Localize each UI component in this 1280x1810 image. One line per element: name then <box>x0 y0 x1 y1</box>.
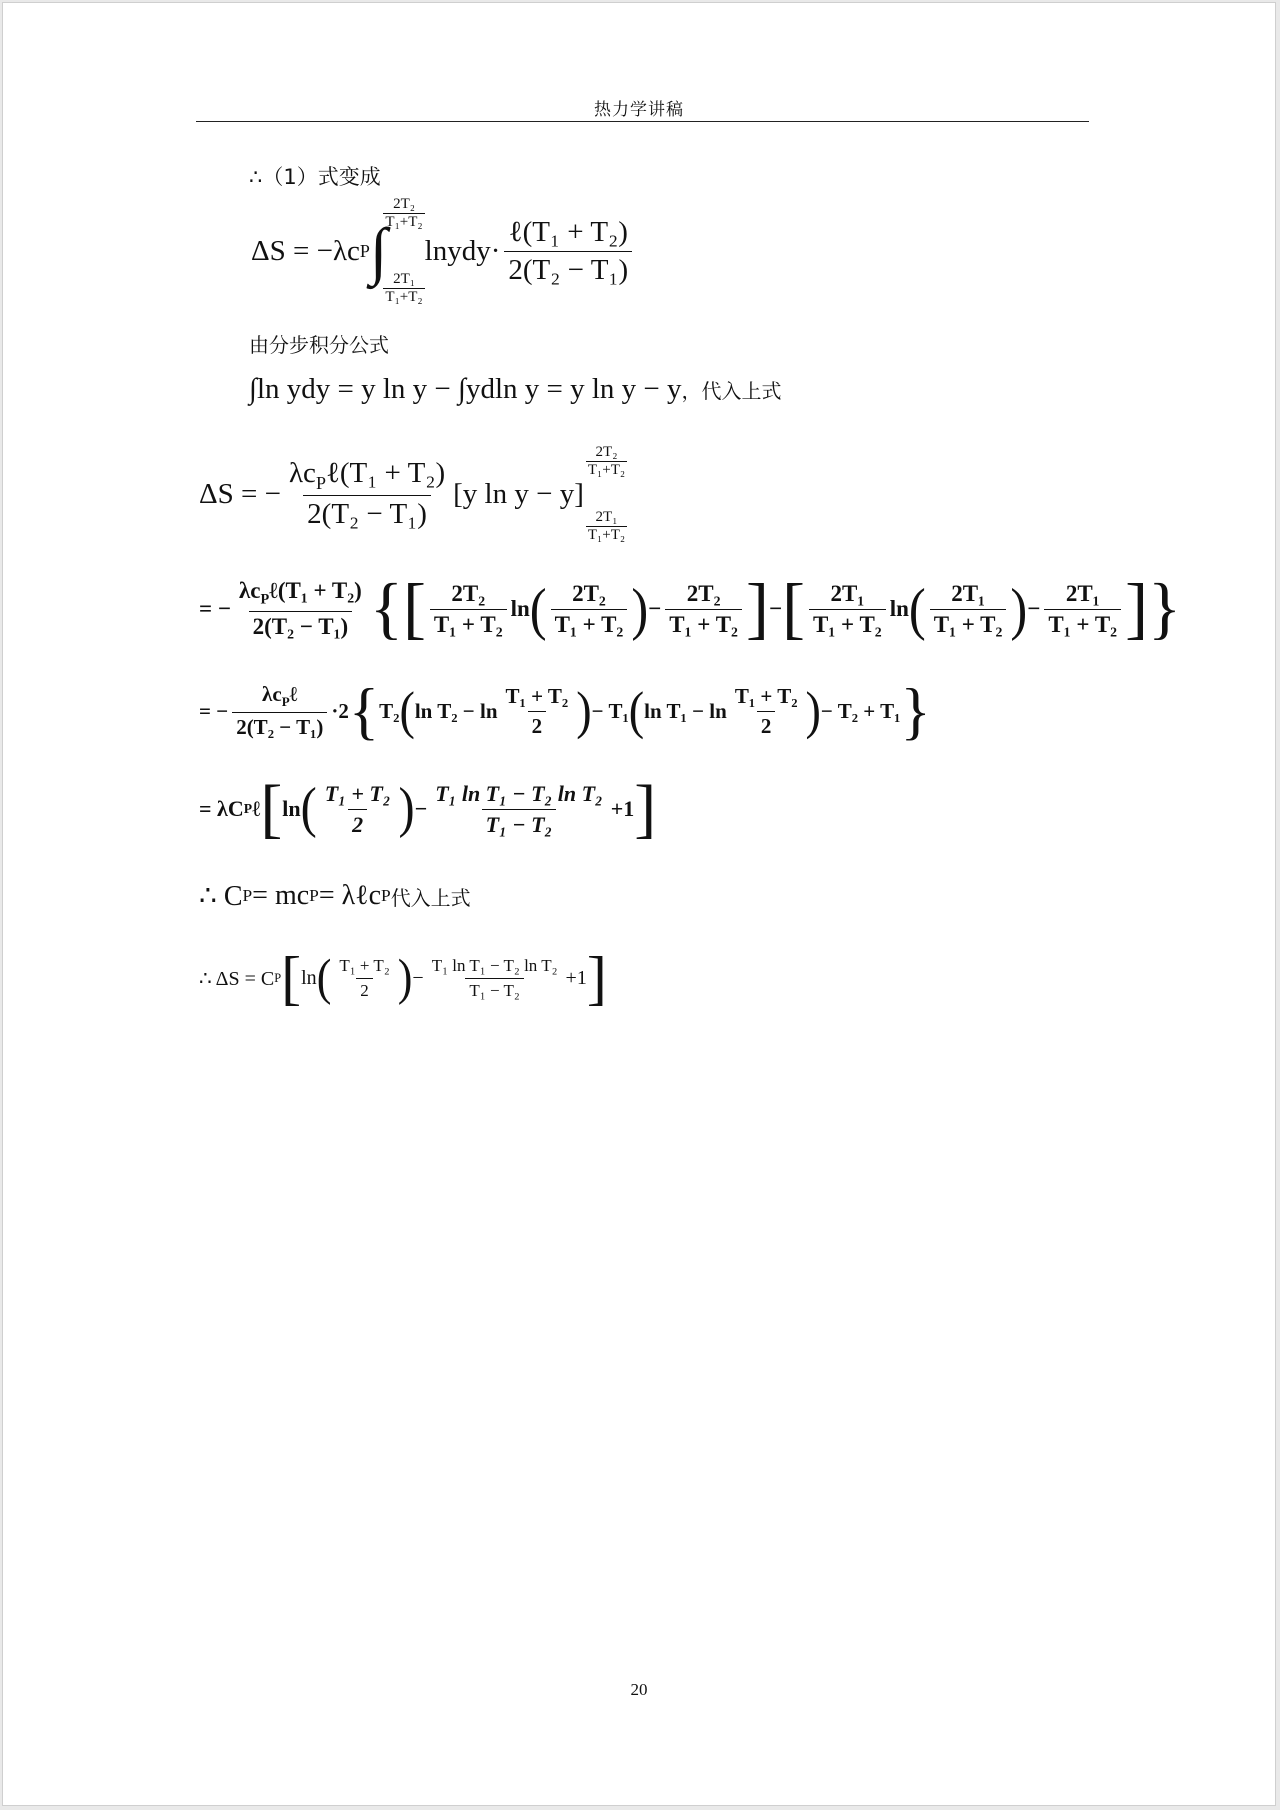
eq3-fraction: $\frac{\lambda c_P\ell(T_1 + T_2)}{\text{2(T₂ − T₁)}}$ <box>289 456 446 531</box>
eq3-bracket: [y ln y − y] <box>453 477 584 510</box>
eq4-prefix: = − <box>199 596 231 621</box>
eq1-integrand: lnydy· <box>424 234 501 267</box>
eq4-prefactor: $\frac{\lambda c_P\ell(T_1 + T_2)}{\text{2(T₂ − T₁)}}$ <box>238 578 362 639</box>
eq3-upper-limit: $\frac{\text{2T₂}}{\text{T₁+T₂}}$ <box>587 444 626 478</box>
eq1-sub: P <box>359 240 370 261</box>
equation-4: = − $\frac{\lambda c_P\ell(T_1 + T_2)}{\text{2(T₂ − T₁)}}$ { [ $\frac{\text{2T₂}}{\text{T₁ + T₂}}$ ln ( $\frac{\text{2T₂}}{\text{T₁ + T₂}}$ ) − $\frac{\text{2T₂}}{\text{T₁ + T₂}}$ ] − [ $\frac{\text{2T₁}}{\text{T₁ + T₂}}$ ln ( $\frac{\text{2T₁}}{\text{T₁ + T₂}}$ ) − $\frac{\text{2T₁}}{\text{T₁ + T₂}}$ ] } <box>199 570 1182 647</box>
eq1-limits <box>381 196 424 306</box>
page-number: 20 <box>630 1680 648 1699</box>
header-rule <box>196 121 1089 122</box>
step-text: 由分步积分公式 <box>249 333 389 357</box>
equation-2 <box>249 365 782 413</box>
eq1-upper-limit: $\frac{\text{2T₂}}{\text{T₁+T₂}}$ <box>385 196 423 230</box>
eq1-lhs: ΔS = −λc <box>251 234 360 267</box>
equation-7: ∴ C P = mc P = λℓc P 代入上式 <box>199 880 471 912</box>
eq3-limits <box>584 444 627 544</box>
document-page <box>2 2 1276 1806</box>
eq5-prefactor: $\frac{\lambda c_P\ell}{\text{2(T₂ − T₁)}}$ <box>232 682 327 740</box>
equation-6: = λC P ℓ [ ln ( $\frac{\text{T₁ + T₂}}{2}$ ) − $\frac{\text{T₁ ln T₁ − T₂ ln T₂}}{\text{T₁ − T₂}}$ +1 ] <box>199 771 657 845</box>
integral-sign: ∫ <box>369 215 388 287</box>
eq2-suffix: ，代入上式 <box>681 378 782 403</box>
intro-text: ∴（1）式变成 <box>249 165 381 189</box>
equation-5: = − $\frac{\lambda c_P\ell}{\text{2(T₂ − T₁)}}$ ·2 { T₂ ( ln T₂ − ln $\frac{\text{T₁ + T₂}}{2}$ ) − T₁ ( ln T₁ − ln $\frac{\text{T₁ + T₂}}{2}$ ) − T₂ + T₁ } <box>199 675 931 746</box>
eq3-lower-limit: $\frac{\text{2T₁}}{\text{T₁+T₂}}$ <box>587 509 626 543</box>
page-header-title: 热力学讲稿 <box>594 100 684 120</box>
eq1-lower-limit: $\frac{\text{2T₁}}{\text{T₁+T₂}}$ <box>385 271 423 305</box>
equation-1 <box>251 191 636 311</box>
equation-3 <box>199 441 627 547</box>
eq2-expr: ∫ln ydy = y ln y − ∫ydln y = y ln y − y <box>249 372 682 405</box>
eq1-fraction: $\frac{\text{ℓ(T₁ + T₂)}}{\text{2(T₂ − T₁)}}$ <box>504 216 632 287</box>
eq3-lhs: ΔS = − <box>199 477 281 510</box>
equation-8: ∴ ΔS = C P [ ln ( $\frac{\text{T₁ + T₂}}{2}$ ) − $\frac{\text{T₁ ln T₁ − T₂ ln T₂}}{\text{T₁ − T₂}}$ +1 ] <box>199 945 607 1011</box>
